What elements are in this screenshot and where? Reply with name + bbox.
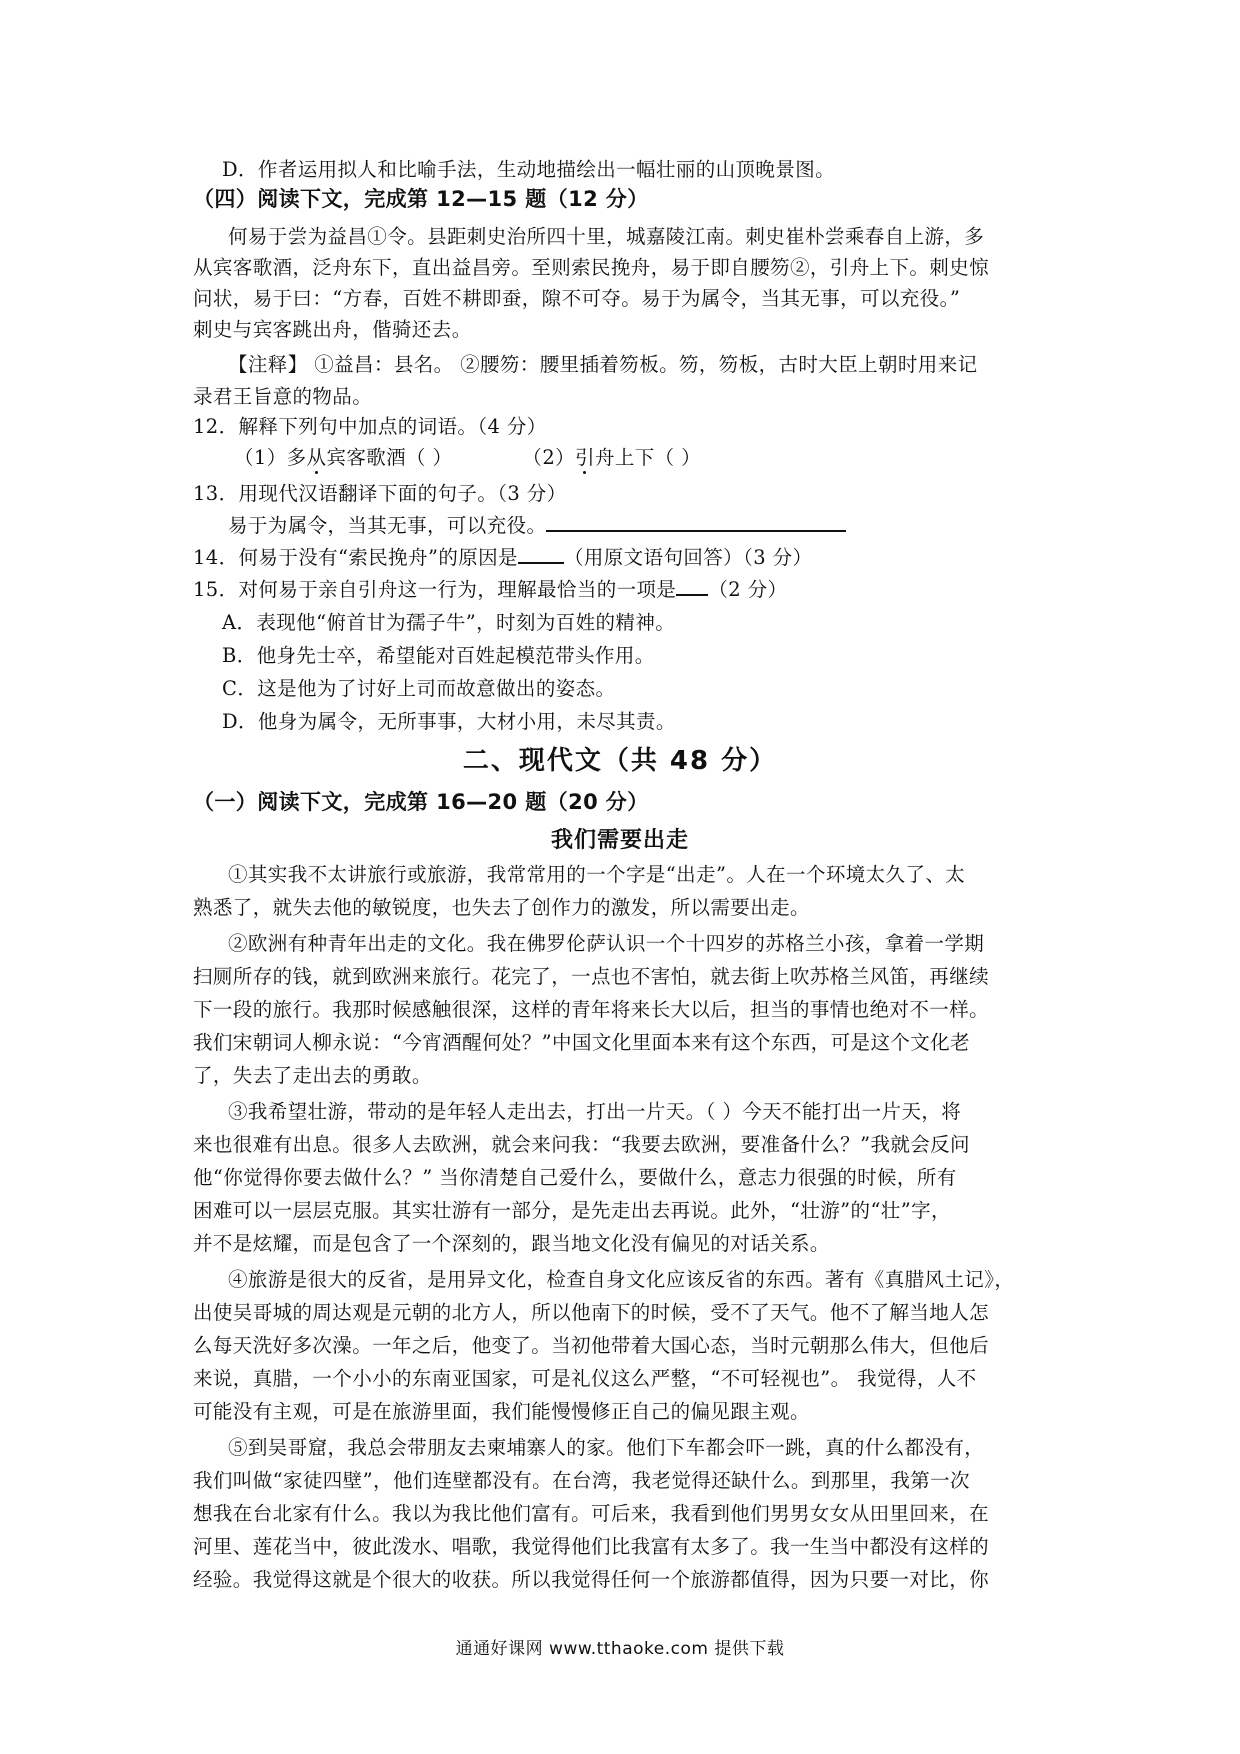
article-line: 熟悉了，就失去他的敏锐度，也失去了创作力的激发，所以需要出走。 (193, 896, 810, 919)
annotation-line: 录君王旨意的物品。 (193, 385, 373, 408)
article-line: 出使吴哥城的周达观是元朝的北方人，所以他南下的时候，受不了天气。他不了解当地人怎 (193, 1301, 990, 1324)
dotted-word: 从 (306, 446, 327, 469)
section4-heading: （四）阅读下文，完成第 12—15 题（12 分） (193, 187, 649, 211)
article-line: 我们宋朝词人柳永说：“今宵酒醒何处？”中国文化里面本来有这个东西，可是这个文化老 (193, 1031, 970, 1054)
q15-post: （2 分） (708, 578, 788, 601)
article-line: ⑤到吴哥窟，我总会带朋友去柬埔寨人的家。他们下车都会吓一跳，真的什么都没有， (228, 1436, 985, 1459)
q12-item1-post: 宾客歌酒（ ） (326, 446, 453, 469)
q12-stem: 12．解释下列句中加点的词语。（4 分） (193, 415, 547, 438)
footer-download-note: 通通好课网 www.tthaoke.com 提供下载 (455, 1639, 785, 1659)
article-line: 可能没有主观，可是在旅游里面，我们能慢慢修正自己的偏见跟主观。 (193, 1400, 810, 1423)
article-line: 来说，真腊，一个小小的东南亚国家，可是礼仪这么严整，“不可轻视也”。 我觉得，人不 (193, 1367, 977, 1390)
q13-sentence: 易于为属令，当其无事，可以充役。 (228, 514, 547, 537)
q13-stem: 13．用现代汉语翻译下面的句子。（3 分） (193, 482, 567, 505)
article-line: ④旅游是很大的反省，是用异文化，检查自身文化应该反省的东西。著有《真腊风土记》， (228, 1268, 1015, 1291)
article-line: ②欧洲有种青年出走的文化。我在佛罗伦萨认识一个十四岁的苏格兰小孩，拿着一学期 (228, 932, 985, 955)
q15-option: C．这是他为了讨好上司而故意做出的姿态。 (222, 677, 616, 700)
answer-blank[interactable] (676, 576, 708, 596)
q14-line (193, 544, 1063, 571)
q15-option: A．表现他“俯首甘为孺子牛”，时刻为百姓的精神。 (222, 611, 676, 634)
part2-sub-heading: （一）阅读下文，完成第 16—20 题（20 分） (193, 790, 649, 814)
passage-line: 问状，易于曰：“方春，百姓不耕即蚕，隙不可夺。易于为属令，当其无事，可以充役。” (193, 287, 961, 310)
q15-line (193, 576, 1063, 603)
q15-option: D．他身为属令，无所事事，大材小用，未尽其责。 (222, 710, 676, 733)
q14-post: （用原文语句回答）（3 分） (563, 546, 813, 569)
article-line: ①其实我不太讲旅行或旅游，我常常用的一个字是“出走”。人在一个环境太久了、太 (228, 863, 966, 886)
q15-pre: 15．对何易于亲自引舟这一行为，理解最恰当的一项是 (193, 578, 677, 601)
article-line: 他“你觉得你要去做什么？” 当你清楚自己爱什么，要做什么，意志力很强的时候，所有 (193, 1166, 957, 1189)
passage-line: 刺史与宾客跳出舟，偕骑还去。 (193, 318, 472, 341)
q12-items (234, 445, 1104, 471)
passage-line: 从宾客歌酒，泛舟东下，直出益昌旁。至则索民挽舟，易于即自腰笏②，引舟上下。刺史惊 (193, 256, 990, 279)
annotation-line: 【注释】 ①益昌：县名。 ②腰笏：腰里插着笏板。笏，笏板，古时大臣上朝时用来记 (228, 353, 978, 376)
article-line: 困难可以一层层克服。其实壮游有一部分，是先走出去再说。此外，“壮游”的“壮”字， (193, 1199, 951, 1222)
article-line: 经验。我觉得这就是个很大的收获。所以我觉得任何一个旅游都值得，因为只要一对比，你 (193, 1568, 990, 1591)
article-line: ③我希望壮游，带动的是年轻人走出去，打出一片天。（ ）今天不能打出一片天，将 (228, 1100, 962, 1123)
article-line: 么每天洗好多次澡。一年之后，他变了。当初他带着大国心态，当时元朝那么伟大，但他后 (193, 1334, 990, 1357)
part2-heading: 二、现代文（共 48 分） (462, 746, 778, 776)
dotted-word: 引 (575, 446, 595, 469)
article-line: 了，失去了走出去的勇敢。 (193, 1064, 432, 1087)
article-line: 扫厕所存的钱，就到欧洲来旅行。花完了，一点也不害怕，就去街上吹苏格兰风笛，再继续 (193, 965, 990, 988)
article-line: 河里、莲花当中，彼此泼水、唱歌，我觉得他们比我富有太多了。我一生当中都没有这样的 (193, 1535, 990, 1558)
article-line: 并不是炫耀，而是包含了一个深刻的，跟当地文化没有偏见的对话关系。 (193, 1232, 830, 1255)
passage-line: 何易于尝为益昌①令。县距刺史治所四十里，城嘉陵江南。刺史崔朴尝乘春自上游，多 (228, 225, 985, 248)
q12-item2-pre: （2） (522, 446, 576, 469)
article-title: 我们需要出走 (550, 828, 689, 853)
q13-sentence-line (228, 512, 1098, 539)
q11-option-d: D．作者运用拟人和比喻手法，生动地描绘出一幅壮丽的山顶晚景图。 (222, 158, 836, 181)
article-line: 想我在台北家有什么。我以为我比他们富有。可后来，我看到他们男男女女从田里回来，在 (193, 1502, 990, 1525)
answer-blank[interactable] (546, 512, 846, 532)
q12-item2-post: 舟上下（ ） (594, 446, 702, 469)
q12-item1-pre: （1）多 (234, 446, 307, 469)
article-line: 下一段的旅行。我那时候感触很深，这样的青年将来长大以后，担当的事情也绝对不一样。 (193, 998, 990, 1021)
answer-blank[interactable] (518, 544, 564, 564)
q14-pre: 14．何易于没有“索民挽舟”的原因是 (193, 546, 518, 569)
article-line: 来也很难有出息。很多人去欧洲，就会来问我：“我要去欧洲，要准备什么？”我就会反问 (193, 1133, 970, 1156)
q15-option: B．他身先士卒，希望能对百姓起模范带头作用。 (222, 644, 655, 667)
article-line: 我们叫做“家徒四壁”，他们连壁都没有。在台湾，我老觉得还缺什么。到那里，我第一次 (193, 1469, 970, 1492)
